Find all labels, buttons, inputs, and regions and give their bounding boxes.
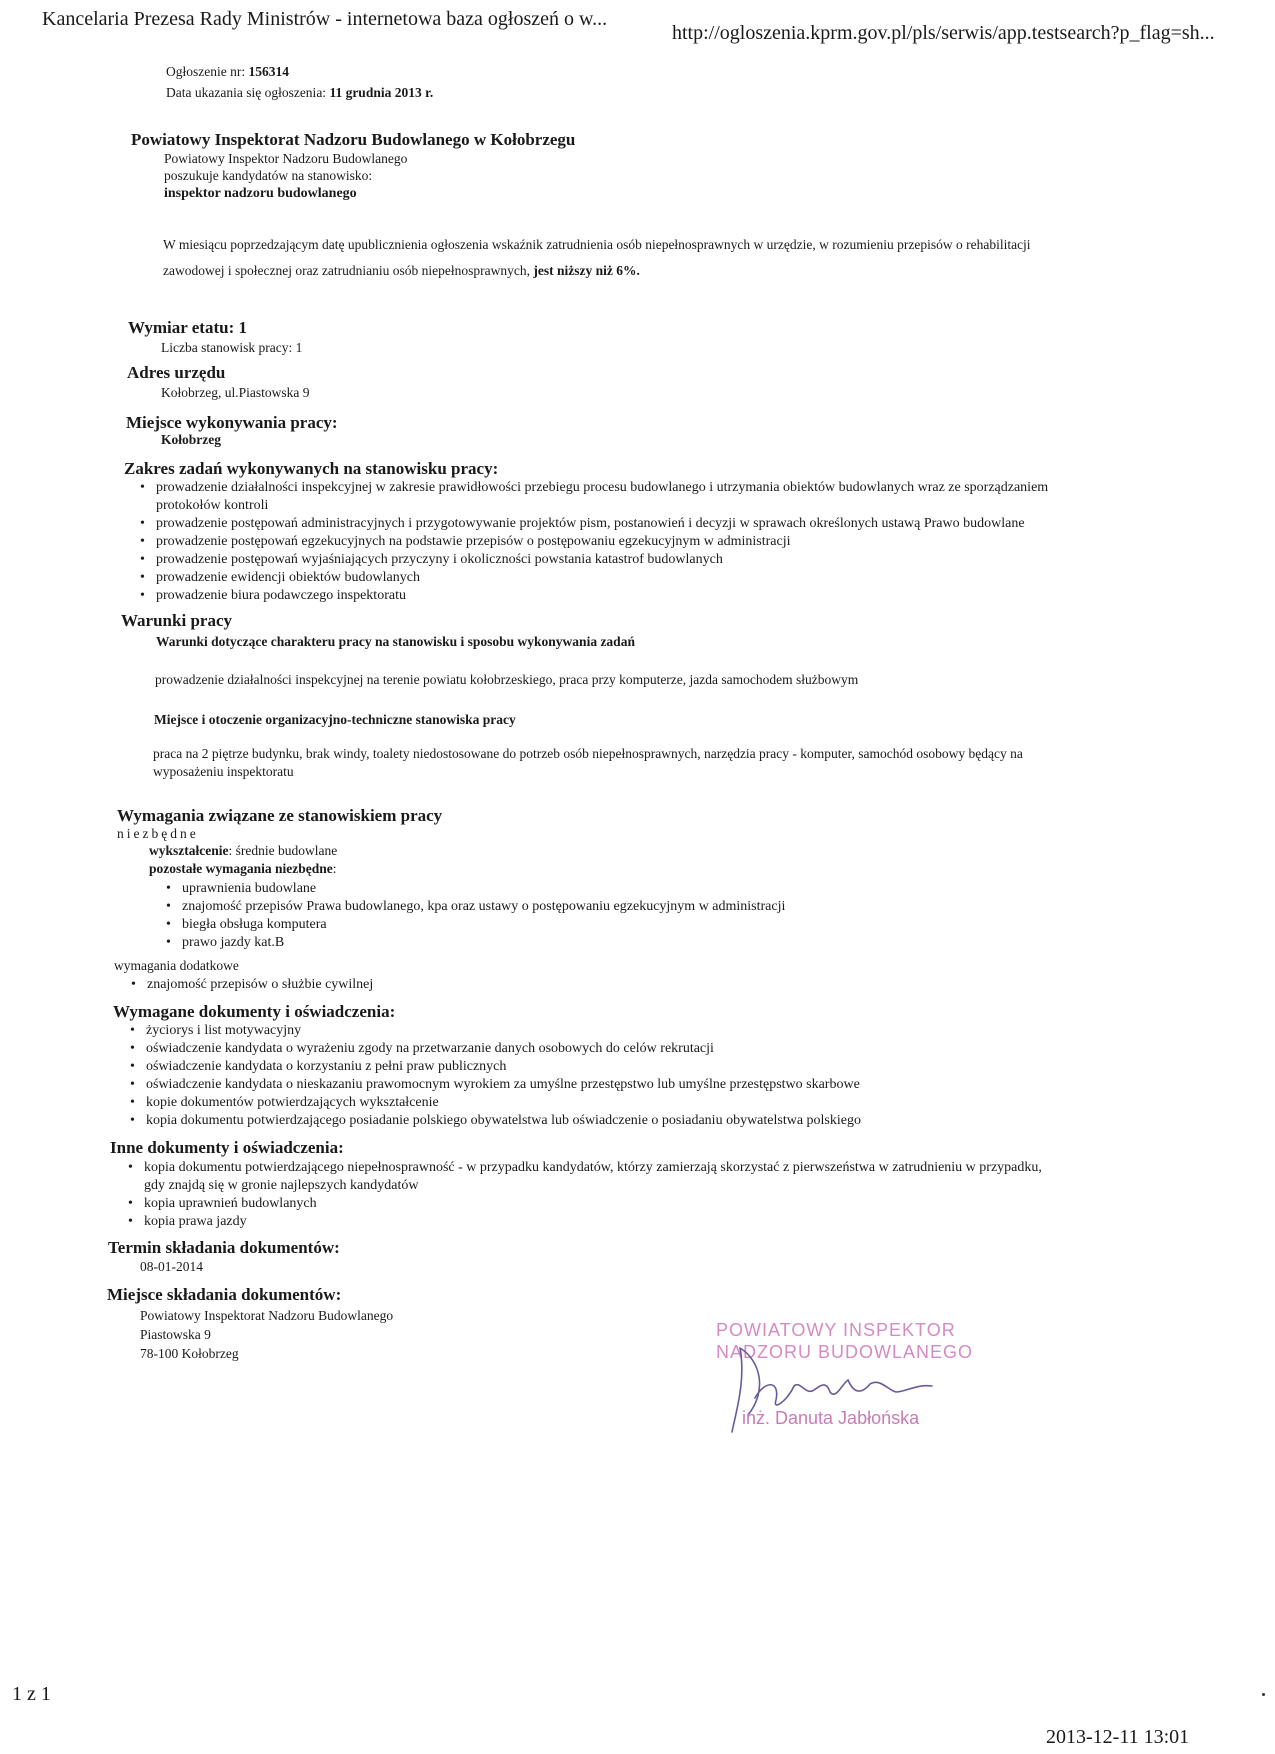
workplace-heading: Miejsce wykonywania pracy:	[126, 413, 338, 432]
education-row	[149, 843, 337, 859]
duties-heading: Zakres zadań wykonywanych na stanowisku pracy:	[124, 459, 499, 478]
disability-note-line2	[163, 263, 640, 279]
requirements-heading: Wymagania związane ze stanowiskiem pracy	[117, 806, 443, 825]
list-item: • uprawnienia budowlane	[164, 880, 1064, 898]
list-item: • prowadzenie postępowań administracyjnych i przygotowywanie projektów pism, postanowień i decyzji w sprawach określonych ustawą Prawo budowlane	[138, 515, 1138, 533]
browser-page-url: http://ogloszenia.kprm.gov.pl/pls/serwis/app.testsearch?p_flag=sh...	[672, 22, 1215, 44]
education-value: : średnie budowlane	[228, 843, 338, 858]
disability-note-ratio: jest niższy niż 6%.	[533, 263, 640, 278]
other-requirements-list	[164, 880, 1064, 952]
disability-note-text: zawodowej i społecznej oraz zatrudnianiu osób niepełnosprawnych,	[163, 263, 530, 278]
list-item-continuation: protokołów kontroli	[156, 498, 269, 513]
submission-line-3: 78-100 Kołobrzeg	[140, 1346, 239, 1361]
submission-line-1: Powiatowy Inspektorat Nadzoru Budowlanego	[140, 1308, 394, 1323]
list-item: • oświadczenie kandydata o wyrażeniu zgody na przetwarzanie danych osobowych do celów rekrutacji	[128, 1040, 1128, 1058]
announcement-number-label: Ogłoszenie nr:	[166, 64, 246, 79]
duties-list	[138, 479, 1138, 605]
documents-heading: Wymagane dokumenty i oświadczenia:	[113, 1002, 396, 1021]
announcement-date-label: Data ukazania się ogłoszenia:	[166, 85, 327, 100]
list-item: • prowadzenie postępowań wyjaśniających przyczyny i okoliczności powstania katastrof budowlanych	[138, 551, 1138, 569]
stamp-line-1: POWIATOWY INSPEKTOR	[716, 1320, 956, 1340]
list-item: • znajomość przepisów o służbie cywilnej	[129, 976, 929, 994]
list-item: • oświadczenie kandydata o nieskazaniu prawomocnym wyrokiem za umyślne przestępstwo lub umyślne przestępstwo skarbowe	[128, 1076, 1128, 1094]
conditions-text-1: prowadzenie działalności inspekcyjnej na terenie powiatu kołobrzeskiego, praca przy komputerze, jazda samochodem służbowym	[155, 672, 859, 687]
address-heading: Adres urzędu	[127, 363, 226, 382]
position-title: inspektor nadzoru budowlanego	[164, 186, 357, 201]
other-requirements-label: pozostałe wymagania niezbędne	[149, 861, 333, 876]
list-item: • prowadzenie ewidencji obiektów budowlanych	[138, 569, 1138, 587]
list-item: • kopia dokumentu potwierdzającego niepełnosprawność - w przypadku kandydatów, którzy zamierzają skorzystać z pierwszeństwa w zatrudnieniu w przypadku,	[126, 1159, 1166, 1177]
print-datetime: 2013-12-11 13:01	[1046, 1726, 1190, 1748]
documents-list	[128, 1022, 1128, 1130]
list-item: • kopie dokumentów potwierdzających wykształcenie	[128, 1094, 1128, 1112]
announcement-number: 156314	[248, 64, 289, 79]
office-head: Powiatowy Inspektor Nadzoru Budowlanego	[164, 151, 408, 166]
list-item: • znajomość przepisów Prawa budowlanego, kpa oraz ustawy o postępowaniu egzekucyjnym w administracji	[164, 898, 1064, 916]
list-item: • kopia uprawnień budowlanych	[126, 1195, 1166, 1213]
conditions-subheading-2: Miejsce i otoczenie organizacyjno-techniczne stanowiska pracy	[154, 712, 516, 727]
list-item: • prowadzenie postępowań egzekucyjnych na podstawie przepisów o postępowaniu egzekucyjnym w administracji	[138, 533, 1138, 551]
list-item: • oświadczenie kandydata o korzystaniu z pełni praw publicznych	[128, 1058, 1128, 1076]
official-stamp	[710, 1320, 1000, 1440]
address-value: Kołobrzeg, ul.Piastowska 9	[161, 385, 310, 400]
disability-note-line1: W miesiącu poprzedzającym datę upublicznienia ogłoszenia wskaźnik zatrudnienia osób niepełnosprawnych w urzędzie, w rozumieniu przepisów o rehabilitacji	[163, 237, 1031, 252]
list-item: • prowadzenie działalności inspekcyjnej w zakresie prawidłowości przebiegu procesu budowlanego i utrzymania obiektów budowlanych wraz ze sporządzaniem	[138, 479, 1138, 497]
deadline-heading: Termin składania dokumentów:	[108, 1238, 340, 1257]
list-item: • kopia dokumentu potwierdzającego posiadanie polskiego obywatelstwa lub oświadczenie o posiadaniu obywatelstwa polskiego	[128, 1112, 1128, 1130]
positions-count: Liczba stanowisk pracy: 1	[161, 340, 303, 355]
list-item: • kopia prawa jazdy	[126, 1213, 1166, 1231]
conditions-subheading-1: Warunki dotyczące charakteru pracy na stanowisku i sposobu wykonywania zadań	[156, 634, 635, 649]
list-item-continuation: gdy znajdą się w gronie najlepszych kandydatów	[144, 1178, 419, 1193]
submission-heading: Miejsce składania dokumentów:	[107, 1285, 342, 1304]
stamp-signatory-name: inż. Danuta Jabłońska	[742, 1408, 920, 1428]
etat-heading: Wymiar etatu: 1	[128, 318, 247, 337]
submission-line-2: Piastowska 9	[140, 1327, 211, 1342]
announcement-number-row	[166, 64, 289, 80]
list-item: • prawo jazdy kat.B	[164, 934, 1064, 952]
additional-requirements-label: wymagania dodatkowe	[114, 958, 239, 973]
additional-requirements-list	[129, 976, 929, 994]
conditions-text-2b: wyposażeniu inspektoratu	[153, 764, 294, 779]
browser-page-title: Kancelaria Prezesa Rady Ministrów - internetowa baza ogłoszeń o w...	[42, 8, 608, 30]
other-documents-heading: Inne dokumenty i oświadczenia:	[110, 1138, 344, 1157]
list-item: • prowadzenie biura podawczego inspektoratu	[138, 587, 1138, 605]
stamp-line-2: NADZORU BUDOWLANEGO	[716, 1342, 974, 1362]
list-item: • życiorys i list motywacyjny	[128, 1022, 1128, 1040]
other-documents-list	[126, 1159, 1166, 1231]
office-name: Powiatowy Inspektorat Nadzoru Budowlanego w Kołobrzegu	[131, 130, 576, 149]
conditions-heading: Warunki pracy	[121, 611, 232, 630]
page-counter: 1 z 1	[12, 1683, 51, 1705]
workplace-value: Kołobrzeg	[161, 432, 221, 447]
education-label: wykształcenie	[149, 843, 229, 858]
conditions-text-2a: praca na 2 piętrze budynku, brak windy, toalety niedostosowane do potrzeb osób niepełnosprawnych, narzędzia pracy - komputer, samochód osobowy będący na	[153, 746, 1023, 761]
requirements-necessary-label: niezbędne	[117, 826, 199, 841]
list-item: • biegła obsługa komputera	[164, 916, 1064, 934]
deadline-value: 08-01-2014	[140, 1259, 203, 1274]
other-requirements-row: pozostałe wymagania niezbędne:	[149, 861, 337, 876]
seeking-text: poszukuje kandydatów na stanowisko:	[164, 168, 373, 183]
announcement-date: 11 grudnia 2013 r.	[329, 85, 434, 100]
scan-dot	[1262, 1693, 1265, 1696]
announcement-date-row	[166, 85, 433, 101]
